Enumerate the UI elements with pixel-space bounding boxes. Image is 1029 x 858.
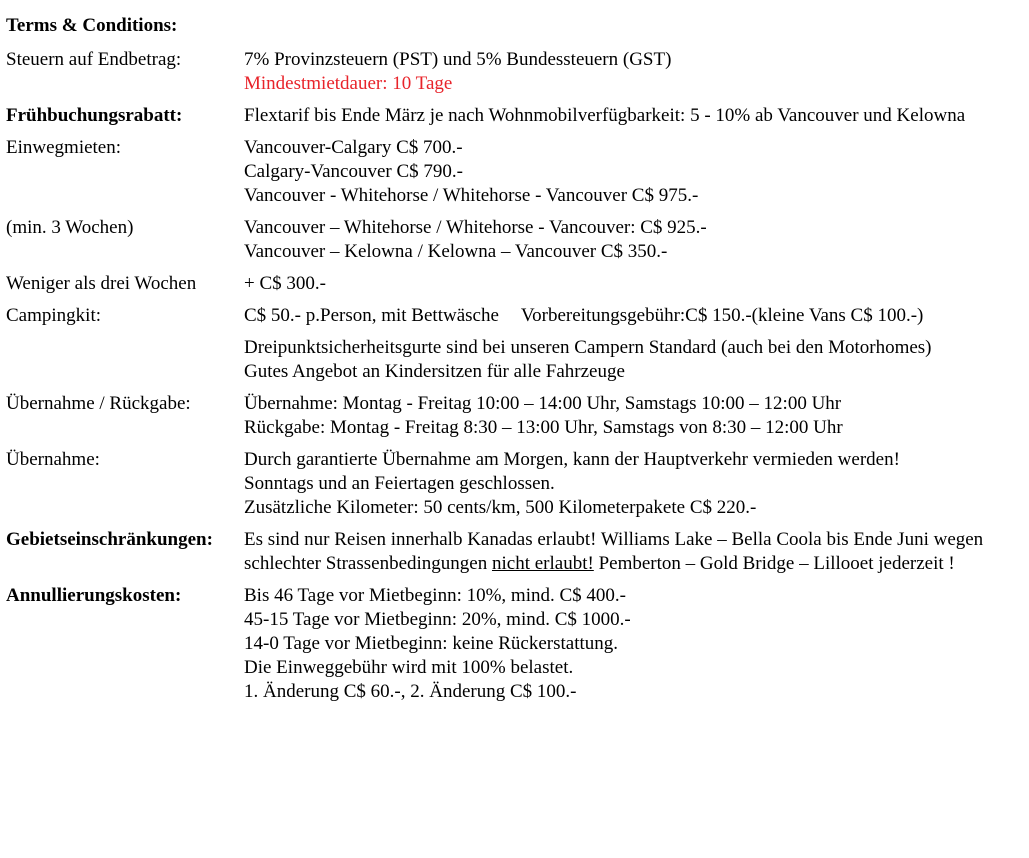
terms-row-camping bbox=[6, 304, 1021, 392]
one-way-line: Vancouver - Whitehorse / Whitehorse - Vancouver C$ 975.- bbox=[244, 185, 699, 206]
one-way-line: Vancouver – Whitehorse / Whitehorse - Vancouver: C$ 925.- bbox=[244, 217, 707, 238]
terms-row-gebiet bbox=[6, 528, 1021, 584]
document-title: Terms & Conditions: bbox=[6, 15, 178, 36]
terms-row-uebernahme-rueckgabe bbox=[6, 392, 1021, 448]
minimum-rental-notice: Mindestmietdauer: 10 Tage bbox=[244, 73, 453, 94]
row-value bbox=[244, 48, 1021, 104]
one-way-line: Vancouver-Calgary C$ 700.- bbox=[244, 137, 463, 158]
tax-info: 7% Provinzsteuern (PST) und 5% Bundessteuern (GST) bbox=[244, 49, 672, 70]
row-label: Übernahme: bbox=[6, 449, 100, 470]
region-text: Pemberton – Gold Bridge – Lillooet jederzeit ! bbox=[593, 553, 955, 574]
row-value bbox=[244, 392, 1021, 448]
row-value bbox=[244, 584, 1021, 704]
row-value bbox=[244, 216, 1021, 272]
row-value bbox=[244, 136, 1021, 216]
terms-row-einweg bbox=[6, 136, 1021, 216]
terms-row-weniger bbox=[6, 272, 1021, 304]
not-allowed-text: nicht erlaubt! bbox=[491, 553, 594, 574]
row-value bbox=[244, 104, 1021, 136]
row-label: Campingkit: bbox=[6, 305, 101, 326]
region-restrictions bbox=[244, 528, 1021, 576]
one-way-line: Vancouver – Kelowna / Kelowna – Vancouver C$ 350.- bbox=[244, 241, 668, 262]
terms-table bbox=[6, 48, 1021, 704]
row-label: Gebietseinschränkungen: bbox=[6, 529, 213, 550]
early-booking-text: Flextarif bis Ende März je nach Wohnmobilverfügbarkeit: 5 - 10% ab Vancouver und Kelowna bbox=[244, 105, 966, 126]
preparation-fee: Vorbereitungsgebühr:C$ 150.-(kleine Vans C$ 100.-) bbox=[520, 305, 924, 326]
row-label: Weniger als drei Wochen bbox=[6, 273, 197, 294]
row-value bbox=[244, 304, 1021, 392]
child-seat-info: Gutes Angebot an Kindersitzen für alle Fahrzeuge bbox=[244, 361, 625, 382]
cancellation-line: 45-15 Tage vor Mietbeginn: 20%, mind. C$ 1000.- bbox=[244, 609, 631, 630]
pickup-line: Durch garantierte Übernahme am Morgen, kann der Hauptverkehr vermieden werden! bbox=[244, 449, 900, 470]
terms-row-steuern bbox=[6, 48, 1021, 104]
camping-fees bbox=[244, 304, 1021, 328]
surcharge-value: + C$ 300.- bbox=[244, 273, 326, 294]
row-label: Einwegmieten: bbox=[6, 137, 122, 158]
return-hours: Rückgabe: Montag - Freitag 8:30 – 13:00 Uhr, Samstags von 8:30 – 12:00 Uhr bbox=[244, 417, 843, 438]
row-label: (min. 3 Wochen) bbox=[6, 217, 134, 238]
seatbelt-info: Dreipunktsicherheitsgurte sind bei unseren Campern Standard (auch bei den Motorhomes) bbox=[244, 337, 932, 358]
cancellation-line: Die Einweggebühr wird mit 100% belastet. bbox=[244, 657, 574, 678]
terms-row-fruehbuchung bbox=[6, 104, 1021, 136]
terms-row-annullierung bbox=[6, 584, 1021, 704]
terms-row-min3 bbox=[6, 216, 1021, 272]
pickup-line: Sonntags und an Feiertagen geschlossen. bbox=[244, 473, 555, 494]
terms-row-uebernahme bbox=[6, 448, 1021, 528]
row-label: Annullierungskosten: bbox=[6, 585, 182, 606]
cancellation-line: 1. Änderung C$ 60.-, 2. Änderung C$ 100.- bbox=[244, 681, 577, 702]
row-value bbox=[244, 528, 1021, 584]
region-text: Es sind nur Reisen innerhalb Kanadas erlaubt! Williams Lake – Bella Coola bis Ende Juni wegen schlechter Strassenbedingungen bbox=[244, 529, 984, 574]
row-label: Steuern auf Endbetrag: bbox=[6, 49, 182, 70]
row-value bbox=[244, 272, 1021, 304]
campingkit-price: C$ 50.- p.Person, mit Bettwäsche bbox=[244, 305, 499, 326]
cancellation-line: Bis 46 Tage vor Mietbeginn: 10%, mind. C$ 400.- bbox=[244, 585, 626, 606]
row-label: Frühbuchungsrabatt: bbox=[6, 105, 183, 126]
one-way-line: Calgary-Vancouver C$ 790.- bbox=[244, 161, 463, 182]
cancellation-line: 14-0 Tage vor Mietbeginn: keine Rückerstattung. bbox=[244, 633, 619, 654]
row-value bbox=[244, 448, 1021, 528]
pickup-line: Zusätzliche Kilometer: 50 cents/km, 500 Kilometerpakete C$ 220.- bbox=[244, 497, 757, 518]
terms-document bbox=[6, 14, 1021, 704]
row-label: Übernahme / Rückgabe: bbox=[6, 393, 191, 414]
pickup-hours: Übernahme: Montag - Freitag 10:00 – 14:00 Uhr, Samstags 10:00 – 12:00 Uhr bbox=[244, 393, 842, 414]
